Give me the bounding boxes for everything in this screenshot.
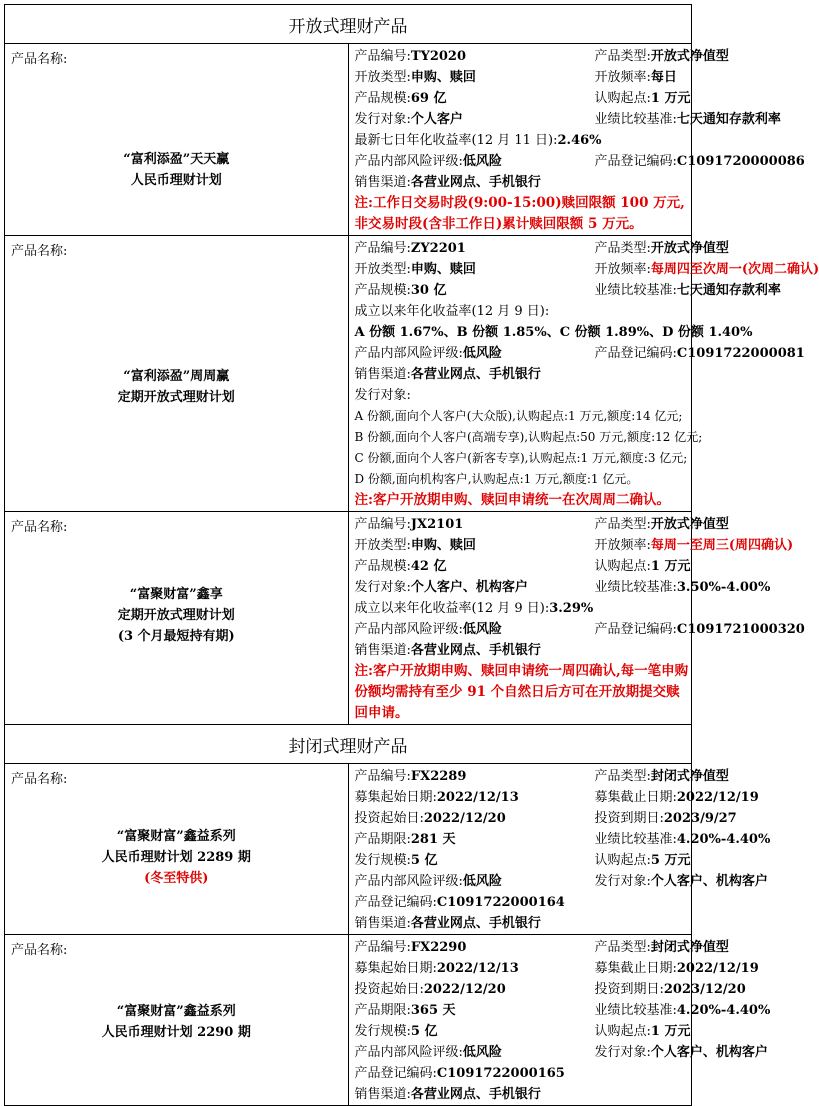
field-value: 42 亿: [411, 559, 447, 574]
detail-line: [355, 958, 692, 979]
detail-field: [595, 787, 759, 808]
detail-subline: B 份额,面向个人客户(高端专享),认购起点:50 万元,额度:12 亿元;: [355, 427, 692, 448]
field-value: 各营业网点、手机银行: [411, 916, 541, 931]
detail-line: [355, 871, 692, 892]
field-value: 申购、赎回: [411, 262, 476, 277]
product-note: 注:客户开放期申购、赎回申请统一在次周周二确认。: [355, 490, 692, 511]
product-title-line: (3 个月最短持有期): [5, 626, 348, 647]
detail-field: [595, 808, 737, 829]
detail-field: [355, 109, 463, 130]
field-label: 产品内部风险评级:: [355, 154, 463, 169]
field-label: 投资到期日:: [595, 811, 664, 826]
field-label: 产品内部风险评级:: [355, 622, 463, 637]
product-name-cell: [5, 44, 349, 236]
detail-subline: A 份额,面向个人客户(大众版),认购起点:1 万元,额度:14 亿元;: [355, 406, 692, 427]
detail-subline: D 份额,面向机构客户,认购起点:1 万元,额度:1 亿元。: [355, 469, 692, 490]
field-value: C1091721000320: [677, 622, 805, 637]
field-label: 发行对象:: [595, 1045, 651, 1060]
detail-field: [355, 1084, 541, 1105]
field-label: 认购起点:: [595, 1024, 651, 1039]
detail-line: [355, 259, 692, 280]
field-label: 业绩比较基准:: [595, 832, 677, 847]
detail-field: [595, 577, 771, 598]
field-label: 产品内部风险评级:: [355, 874, 463, 889]
field-label: 销售渠道:: [355, 916, 411, 931]
field-label: 开放频率:: [595, 262, 651, 277]
section-title-open: 开放式理财产品: [5, 5, 692, 44]
product-name-cell: [5, 512, 349, 725]
detail-field: [355, 280, 447, 301]
detail-line: [355, 514, 692, 535]
field-value: 5 亿: [411, 1024, 438, 1039]
field-value: 2.46%: [558, 133, 602, 148]
field-label: 产品类型:: [595, 517, 651, 532]
product-title: [5, 584, 348, 647]
detail-line: [355, 151, 692, 172]
product-name-cell: [5, 236, 349, 512]
detail-field: [595, 88, 691, 109]
field-label: 销售渠道:: [355, 1087, 411, 1102]
detail-field: [595, 766, 729, 787]
field-label: 产品登记编码:: [595, 346, 677, 361]
detail-field: [355, 385, 411, 406]
product-row: [5, 236, 692, 512]
field-value: 4.20%-4.40%: [677, 832, 770, 847]
field-label: 产品类型:: [595, 940, 651, 955]
detail-field: [595, 259, 819, 280]
field-label: 发行对象:: [355, 112, 411, 127]
field-value: 开放式净值型: [651, 517, 729, 532]
product-title: [5, 1001, 348, 1043]
field-label: 开放类型:: [355, 538, 411, 553]
field-value: 3.50%-4.00%: [677, 580, 770, 595]
field-value: 低风险: [463, 622, 502, 637]
detail-line: [355, 322, 692, 343]
field-value: C1091720000086: [677, 154, 805, 169]
field-value: FX2290: [411, 940, 467, 955]
field-label: 募集截止日期:: [595, 961, 677, 976]
detail-line: [355, 172, 692, 193]
detail-line: [355, 46, 692, 67]
field-value: 各营业网点、手机银行: [411, 175, 541, 190]
field-label: 募集起始日期:: [355, 790, 437, 805]
detail-field: [355, 937, 467, 958]
detail-line: [355, 619, 692, 640]
detail-line: [355, 1042, 692, 1063]
field-value: 69 亿: [411, 91, 447, 106]
field-value: 281 天: [411, 832, 456, 847]
field-value: 2022/12/19: [677, 790, 759, 805]
detail-field: [595, 1000, 771, 1021]
field-label: 业绩比较基准:: [595, 112, 677, 127]
detail-field: [355, 787, 519, 808]
field-value: 1 万元: [651, 1024, 691, 1039]
detail-field: [355, 88, 447, 109]
detail-field: [355, 172, 541, 193]
field-value: 个人客户、机构客户: [651, 1045, 768, 1060]
field-label: 产品编号:: [355, 940, 411, 955]
detail-line: [355, 67, 692, 88]
detail-field: [355, 871, 502, 892]
detail-line: [355, 469, 692, 490]
detail-line: [355, 808, 692, 829]
field-label: 募集截止日期:: [595, 790, 677, 805]
field-value: 各营业网点、手机银行: [411, 1087, 541, 1102]
field-label: 发行规模:: [355, 1024, 411, 1039]
field-label: 产品规模:: [355, 91, 411, 106]
field-label: 认购起点:: [595, 559, 651, 574]
detail-line: [355, 1021, 692, 1042]
field-value: 每日: [651, 70, 677, 85]
field-value: 封闭式净值型: [651, 940, 729, 955]
detail-field: [355, 619, 502, 640]
detail-field: [595, 850, 691, 871]
field-label: 发行规模:: [355, 853, 411, 868]
product-table: [4, 4, 692, 1106]
field-label: 产品登记编码:: [355, 895, 437, 910]
field-value: C1091722000081: [677, 346, 805, 361]
detail-field: [355, 958, 519, 979]
field-label: 销售渠道:: [355, 367, 411, 382]
product-title-line: “富聚财富”鑫益系列: [5, 826, 348, 847]
product-title-line: “富聚财富”鑫益系列: [5, 1001, 348, 1022]
field-label: 产品编号:: [355, 769, 411, 784]
product-title-line: 人民币理财计划 2289 期: [5, 847, 348, 868]
field-label: 产品规模:: [355, 559, 411, 574]
field-value: 2023/12/20: [664, 982, 746, 997]
field-value: 2022/12/13: [437, 961, 519, 976]
product-name-cell: [5, 935, 349, 1106]
detail-field: [355, 892, 565, 913]
field-label: 开放类型:: [355, 262, 411, 277]
detail-line: [355, 913, 692, 934]
field-label: 募集起始日期:: [355, 961, 437, 976]
product-title: [5, 149, 348, 191]
field-label: 发行对象:: [355, 580, 411, 595]
product-detail-cell: [348, 512, 692, 725]
detail-field: [595, 514, 729, 535]
field-value: 每周一至周三(周四确认): [651, 538, 793, 553]
detail-field: [355, 577, 528, 598]
detail-field: [355, 829, 456, 850]
detail-field: [355, 130, 602, 151]
product-row: [5, 764, 692, 935]
detail-line: [355, 640, 692, 661]
product-title-line: 人民币理财计划 2290 期: [5, 1022, 348, 1043]
field-value: 个人客户: [411, 112, 463, 127]
detail-field: [355, 301, 550, 322]
field-label: 产品内部风险评级:: [355, 346, 463, 361]
field-label: 开放频率:: [595, 70, 651, 85]
detail-line: [355, 937, 692, 958]
field-value: 低风险: [463, 874, 502, 889]
detail-field: [355, 151, 502, 172]
detail-field: [355, 640, 541, 661]
product-title-line: 定期开放式理财计划: [5, 387, 348, 408]
detail-field: [595, 280, 781, 301]
detail-field: [355, 535, 476, 556]
field-label: 业绩比较基准:: [595, 283, 677, 298]
field-value: 封闭式净值型: [651, 769, 729, 784]
field-label: 产品登记编码:: [595, 154, 677, 169]
product-title: [5, 826, 348, 889]
detail-field: [595, 151, 805, 172]
detail-line: [355, 343, 692, 364]
detail-highlight: A 份额 1.67%、B 份额 1.85%、C 份额 1.89%、D 份额 1.40%: [355, 322, 692, 343]
field-label: 销售渠道:: [355, 643, 411, 658]
detail-line: [355, 892, 692, 913]
field-label: 产品登记编码:: [595, 622, 677, 637]
field-label: 发行对象:: [595, 874, 651, 889]
detail-line: [355, 766, 692, 787]
detail-line: [355, 238, 692, 259]
product-detail-cell: [348, 236, 692, 512]
product-title-line: “富聚财富”鑫享: [5, 584, 348, 605]
detail-line: [355, 577, 692, 598]
product-row: [5, 44, 692, 236]
product-name-label: 产品名称:: [11, 939, 67, 958]
detail-field: [595, 958, 759, 979]
detail-field: [595, 871, 768, 892]
product-title-highlight: (冬至特供): [5, 868, 348, 889]
field-label: 产品期限:: [355, 1003, 411, 1018]
field-value: 开放式净值型: [651, 49, 729, 64]
detail-field: [355, 364, 541, 385]
product-name-label: 产品名称:: [11, 240, 67, 259]
detail-field: [355, 598, 594, 619]
field-value: 低风险: [463, 346, 502, 361]
product-note: 注:工作日交易时段(9:00-15:00)赎回限额 100 万元,非交易时段(含非工作日)累计赎回限额 5 万元。: [355, 193, 692, 235]
detail-line: [355, 829, 692, 850]
product-detail-cell: [348, 44, 692, 236]
detail-field: [595, 343, 805, 364]
field-value: 个人客户、机构客户: [411, 580, 528, 595]
product-detail-cell: [348, 935, 692, 1106]
field-value: 七天通知存款利率: [677, 283, 781, 298]
field-value: 2022/12/20: [424, 982, 506, 997]
field-value: 申购、赎回: [411, 538, 476, 553]
detail-line: [355, 280, 692, 301]
detail-field: [355, 514, 464, 535]
detail-line: [355, 850, 692, 871]
product-name-label: 产品名称:: [11, 48, 67, 67]
field-label: 产品类型:: [595, 241, 651, 256]
field-value: 开放式净值型: [651, 241, 729, 256]
field-label: 产品编号:: [355, 517, 411, 532]
detail-field: [355, 766, 467, 787]
field-label: 开放类型:: [355, 70, 411, 85]
field-value: ZY2201: [411, 241, 466, 256]
detail-line: [355, 427, 692, 448]
detail-line: [355, 535, 692, 556]
detail-line: [355, 130, 692, 151]
detail-field: [355, 1042, 502, 1063]
detail-field: [595, 1021, 691, 1042]
field-value: 低风险: [463, 154, 502, 169]
detail-field: [355, 259, 476, 280]
field-value: 4.20%-4.40%: [677, 1003, 770, 1018]
field-value: 2022/12/20: [424, 811, 506, 826]
detail-subline: C 份额,面向个人客户(新客专享),认购起点:1 万元,额度:3 亿元;: [355, 448, 692, 469]
field-label: 开放频率:: [595, 538, 651, 553]
detail-field: [595, 67, 677, 88]
section-title-closed: 封闭式理财产品: [5, 725, 692, 764]
field-value: 个人客户、机构客户: [651, 874, 768, 889]
detail-field: [595, 1042, 768, 1063]
field-value: 低风险: [463, 1045, 502, 1060]
field-value: 2023/9/27: [664, 811, 737, 826]
detail-field: [595, 238, 729, 259]
field-label: 投资到期日:: [595, 982, 664, 997]
field-label: 销售渠道:: [355, 175, 411, 190]
field-label: 认购起点:: [595, 853, 651, 868]
field-label: 认购起点:: [595, 91, 651, 106]
field-label: 产品期限:: [355, 832, 411, 847]
detail-line: [355, 1084, 692, 1105]
field-value: TY2020: [411, 49, 466, 64]
product-title-line: 人民币理财计划: [5, 170, 348, 191]
detail-field: [595, 109, 781, 130]
field-value: 1 万元: [651, 91, 691, 106]
product-title-line: 定期开放式理财计划: [5, 605, 348, 626]
detail-line: [355, 787, 692, 808]
field-label: 产品内部风险评级:: [355, 1045, 463, 1060]
detail-field: [355, 46, 467, 67]
detail-line: [355, 301, 692, 322]
detail-line: [355, 1063, 692, 1084]
product-title-line: “富利添盈”天天赢: [5, 149, 348, 170]
detail-field: [355, 913, 541, 934]
detail-field: [595, 829, 771, 850]
field-value: 365 天: [411, 1003, 456, 1018]
detail-field: [595, 535, 794, 556]
field-value: JX2101: [411, 517, 463, 532]
field-value: 2022/12/13: [437, 790, 519, 805]
product-name-label: 产品名称:: [11, 516, 67, 535]
product-name-label: 产品名称:: [11, 768, 67, 787]
detail-field: [595, 46, 729, 67]
detail-field: [355, 850, 438, 871]
product-row: [5, 512, 692, 725]
field-value: 各营业网点、手机银行: [411, 643, 541, 658]
field-label: 产品编号:: [355, 241, 411, 256]
detail-line: [355, 88, 692, 109]
field-label: 成立以来年化收益率(12 月 9 日):: [355, 304, 550, 319]
field-label: 产品类型:: [595, 769, 651, 784]
detail-field: [355, 556, 447, 577]
field-label: 产品规模:: [355, 283, 411, 298]
detail-field: [355, 1063, 565, 1084]
field-value: 各营业网点、手机银行: [411, 367, 541, 382]
field-value: 每周四至次周一(次周二确认): [651, 262, 819, 277]
field-value: 5 万元: [651, 853, 691, 868]
product-row: [5, 935, 692, 1106]
detail-line: [355, 448, 692, 469]
detail-line: [355, 556, 692, 577]
field-value: 1 万元: [651, 559, 691, 574]
field-value: 2022/12/19: [677, 961, 759, 976]
detail-line: [355, 109, 692, 130]
field-value: 30 亿: [411, 283, 447, 298]
field-value: FX2289: [411, 769, 467, 784]
detail-field: [355, 808, 506, 829]
detail-field: [595, 619, 805, 640]
field-value: 七天通知存款利率: [677, 112, 781, 127]
field-label: 产品类型:: [595, 49, 651, 64]
field-label: 产品编号:: [355, 49, 411, 64]
field-label: 业绩比较基准:: [595, 580, 677, 595]
detail-field: [355, 238, 466, 259]
detail-field: [355, 1021, 438, 1042]
field-value: C1091722000164: [437, 895, 565, 910]
field-label: 产品登记编码:: [355, 1066, 437, 1081]
product-detail-cell: [348, 764, 692, 935]
detail-field: [355, 1000, 456, 1021]
detail-field: [595, 937, 729, 958]
product-title: [5, 366, 348, 408]
field-value: C1091722000165: [437, 1066, 565, 1081]
product-note: 注:客户开放期申购、赎回申请统一周四确认,每一笔申购份额均需持有至少 91 个自然日后方可在开放期提交赎回申请。: [355, 661, 692, 724]
field-value: 5 亿: [411, 853, 438, 868]
detail-line: [355, 364, 692, 385]
detail-line: [355, 598, 692, 619]
field-label: 成立以来年化收益率(12 月 9 日):: [355, 601, 550, 616]
field-label: 投资起始日:: [355, 982, 424, 997]
field-label: 最新七日年化收益率(12 月 11 日):: [355, 133, 558, 148]
detail-field: [355, 67, 476, 88]
detail-field: [355, 343, 502, 364]
detail-field: [595, 556, 691, 577]
detail-field: [355, 979, 506, 1000]
field-value: 申购、赎回: [411, 70, 476, 85]
field-label: 投资起始日:: [355, 811, 424, 826]
detail-line: [355, 406, 692, 427]
field-label: 发行对象:: [355, 388, 411, 403]
product-document: [4, 4, 692, 1106]
product-title-line: “富利添盈”周周赢: [5, 366, 348, 387]
detail-field: [595, 979, 746, 1000]
detail-line: [355, 979, 692, 1000]
field-label: 业绩比较基准:: [595, 1003, 677, 1018]
product-name-cell: [5, 764, 349, 935]
detail-line: [355, 385, 692, 406]
field-value: 3.29%: [549, 601, 593, 616]
detail-line: [355, 1000, 692, 1021]
